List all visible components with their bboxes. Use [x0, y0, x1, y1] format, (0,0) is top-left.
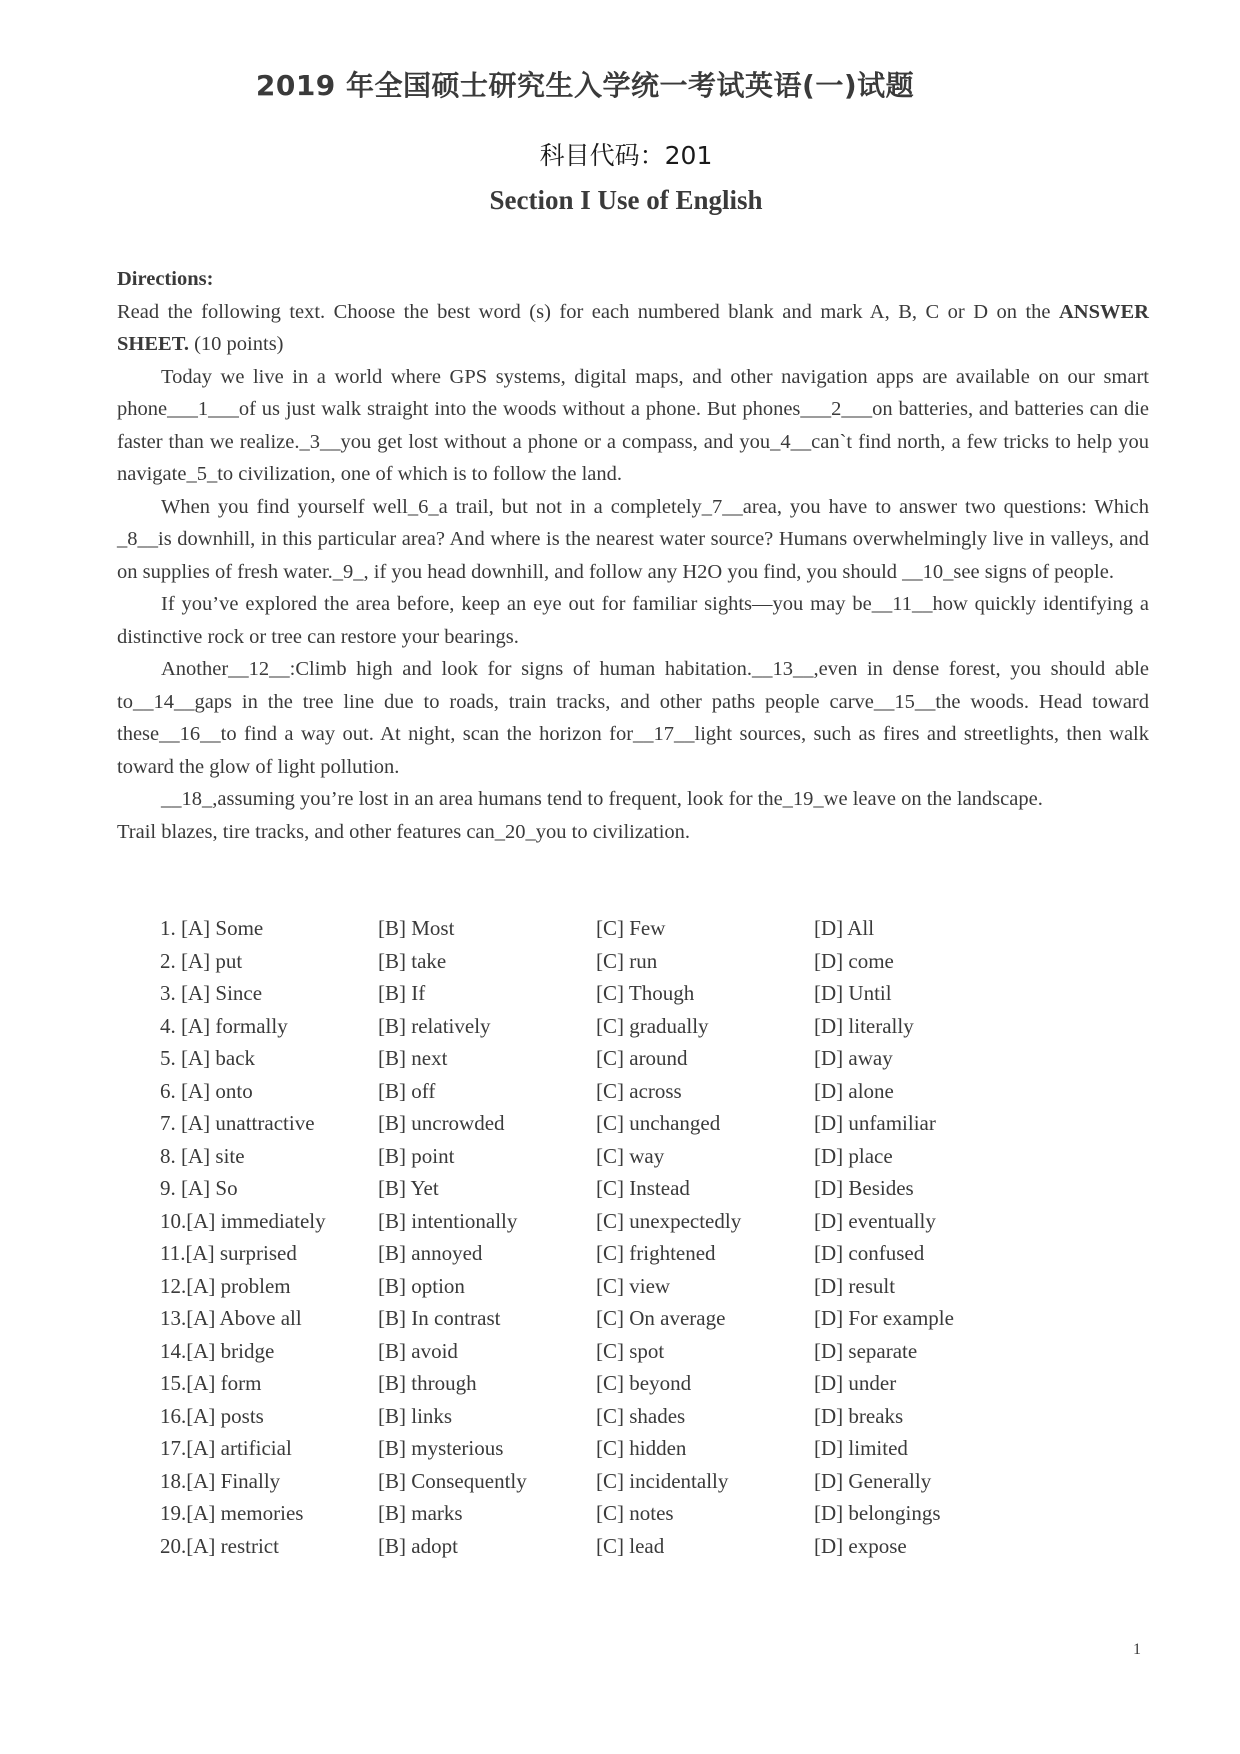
choice-option-a: 14.[A] bridge	[160, 1338, 275, 1363]
choice-option-d: [D] away	[814, 1046, 893, 1070]
choice-option-a: 1. [A] Some	[160, 916, 264, 940]
choice-option-b: [B] through	[378, 1371, 477, 1395]
choice-option-c: [C] hidden	[596, 1436, 687, 1460]
choice-option-c: [C] incidentally	[596, 1468, 729, 1493]
choice-row	[160, 1140, 1060, 1173]
choice-option-b: [B] take	[378, 948, 447, 973]
choice-option-b: [B] option	[378, 1273, 465, 1298]
passage-paragraph-5: __18_,assuming you’re lost in an area humans tend to frequent, look for the_19_we leave on the landscape.	[161, 788, 1043, 810]
choice-row	[160, 1465, 1060, 1498]
choice-option-b: [B] In contrast	[378, 1306, 501, 1330]
passage-paragraph-2: When you find yourself well_6_a trail, but not in a completely_7__area, you have to answer two questions: Which _8__is downhill, in this particular area? And where is the nearest water source? Humans overwhelmingly live in valleys, and on supplies of fresh water._9_, if you head downhill, and follow any H2O you find, you should __10_see signs of people.	[117, 495, 1149, 583]
choice-option-c: [C] beyond	[596, 1371, 692, 1395]
choice-row	[160, 1042, 1060, 1075]
choice-option-d: [D] alone	[814, 1078, 894, 1103]
choice-row	[160, 1270, 1060, 1303]
directions-heading: Directions:	[117, 268, 214, 290]
choice-option-c: [C] across	[596, 1078, 682, 1103]
subject-code: 科目代码：201	[539, 141, 713, 170]
choice-option-d: [D] breaks	[814, 1403, 904, 1428]
choice-option-a: 17.[A] artificial	[160, 1436, 292, 1460]
choice-row	[160, 1530, 1060, 1563]
choice-option-c: [C] frightened	[596, 1241, 716, 1265]
choice-option-d: [D] confused	[814, 1241, 925, 1265]
choice-option-b: [B] next	[378, 1046, 448, 1070]
choice-option-b: [B] relatively	[378, 1013, 491, 1038]
choice-option-b: [B] adopt	[378, 1533, 458, 1558]
choice-option-d: [D] eventually	[814, 1208, 936, 1233]
choice-option-b: [B] annoyed	[378, 1241, 483, 1265]
choice-option-b: [B] intentionally	[378, 1208, 518, 1233]
choice-row	[160, 1107, 1060, 1140]
directions-text	[117, 296, 1149, 361]
choice-row	[160, 1010, 1060, 1043]
choice-row	[160, 1075, 1060, 1108]
choice-option-a: 9. [A] So	[160, 1176, 238, 1200]
choice-option-d: [D] All	[814, 916, 875, 940]
choice-option-d: [D] belongings	[814, 1501, 941, 1525]
choice-row	[160, 1497, 1060, 1530]
choice-option-a: 19.[A] memories	[160, 1501, 304, 1525]
choice-row	[160, 1400, 1060, 1433]
choice-option-b: [B] mysterious	[378, 1436, 504, 1460]
choice-row	[160, 945, 1060, 978]
choice-option-b: [B] links	[378, 1403, 453, 1428]
choice-option-a: 11.[A] surprised	[160, 1241, 297, 1265]
choice-row	[160, 912, 1060, 945]
choice-row	[160, 1432, 1060, 1465]
choice-row	[160, 1302, 1060, 1335]
choice-option-d: [D] expose	[814, 1533, 907, 1558]
answer-choices	[160, 912, 1060, 1562]
choice-option-b: [B] avoid	[378, 1338, 458, 1363]
choice-option-a: 7. [A] unattractive	[160, 1111, 315, 1135]
choice-option-d: [D] result	[814, 1273, 896, 1298]
choice-option-b: [B] If	[378, 981, 426, 1005]
choice-option-b: [B] Consequently	[378, 1468, 527, 1493]
choice-option-c: [C] shades	[596, 1403, 686, 1428]
choice-option-a: 4. [A] formally	[160, 1013, 288, 1038]
choice-option-c: [C] spot	[596, 1338, 665, 1363]
choice-option-c: [C] notes	[596, 1501, 674, 1525]
section-title: Section I Use of English	[489, 185, 763, 215]
page-number: 1	[1133, 1641, 1141, 1658]
choice-option-d: [D] place	[814, 1143, 893, 1168]
choice-option-c: [C] Few	[596, 916, 666, 940]
choice-option-c: [C] around	[596, 1046, 688, 1070]
choice-option-a: 13.[A] Above all	[160, 1306, 302, 1330]
choice-option-d: [D] under	[814, 1371, 897, 1395]
choice-option-c: [C] Though	[596, 981, 695, 1005]
choice-row	[160, 1335, 1060, 1368]
choice-option-a: 8. [A] site	[160, 1143, 245, 1168]
passage-paragraph-1: Today we live in a world where GPS systems, digital maps, and other navigation apps are available on our smart phone___1___of us just walk straight into the woods without a phone. But phones___2___on batteries, and batteries can die faster than we realize._3__you get lost without a phone or a compass, and you_4__can`t find north, a few tricks to help you navigate_5_to civilization, one of which is to follow the land.	[117, 365, 1149, 485]
choice-option-b: [B] marks	[378, 1501, 463, 1525]
choice-option-d: [D] separate	[814, 1338, 918, 1363]
directions-text-after: (10 points)	[188, 333, 284, 355]
choice-option-c: [C] gradually	[596, 1013, 709, 1038]
choice-option-c: [C] way	[596, 1143, 665, 1168]
choice-option-a: 12.[A] problem	[160, 1273, 291, 1298]
passage-paragraph-3: If you’ve explored the area before, keep an eye out for familiar sights—you may be__11__how quickly identifying a distinctive rock or tree can restore your bearings.	[117, 593, 1149, 648]
choice-option-a: 20.[A] restrict	[160, 1533, 279, 1558]
choice-option-a: 18.[A] Finally	[160, 1468, 281, 1493]
choice-row	[160, 1172, 1060, 1205]
choice-option-c: [C] run	[596, 948, 658, 973]
choice-option-a: 3. [A] Since	[160, 981, 263, 1005]
choice-option-b: [B] off	[378, 1078, 436, 1103]
choice-option-d: [D] For example	[814, 1306, 954, 1330]
answer-sheet-label: ANSWER SHEET.	[117, 300, 1149, 355]
choice-option-c: [C] lead	[596, 1533, 665, 1558]
passage-paragraph-6: Trail blazes, tire tracks, and other features can_20_you to civilization.	[117, 820, 691, 843]
directions-text-before: Read the following text. Choose the best word (s) for each numbered blank and mark A, B, C or D on the	[117, 300, 1059, 323]
choice-option-d: [D] Besides	[814, 1176, 914, 1200]
choice-option-a: 5. [A] back	[160, 1046, 256, 1070]
exam-title: 2019 年全国硕士研究生入学统一考试英语(一)试题	[255, 69, 915, 102]
choice-option-d: [D] Until	[814, 981, 892, 1005]
choice-row	[160, 1205, 1060, 1238]
choice-option-d: [D] come	[814, 948, 894, 973]
choice-option-a: 10.[A] immediately	[160, 1208, 326, 1233]
choice-option-a: 2. [A] put	[160, 948, 243, 973]
choice-option-c: [C] On average	[596, 1306, 726, 1330]
choice-option-c: [C] view	[596, 1273, 671, 1298]
choice-option-d: [D] literally	[814, 1013, 914, 1038]
choice-row	[160, 1237, 1060, 1270]
exam-body	[117, 263, 1149, 848]
choice-option-a: 6. [A] onto	[160, 1078, 253, 1103]
choice-option-d: [D] limited	[814, 1436, 908, 1460]
choice-option-c: [C] unexpectedly	[596, 1208, 742, 1233]
choice-option-b: [B] point	[378, 1143, 455, 1168]
choice-option-b: [B] Most	[378, 916, 455, 940]
choice-option-c: [C] unchanged	[596, 1111, 721, 1135]
choice-option-a: 15.[A] form	[160, 1371, 262, 1395]
choice-row	[160, 977, 1060, 1010]
choice-option-c: [C] Instead	[596, 1176, 690, 1200]
choice-option-b: [B] uncrowded	[378, 1111, 505, 1135]
choice-option-d: [D] Generally	[814, 1468, 932, 1493]
choice-row	[160, 1367, 1060, 1400]
choice-option-b: [B] Yet	[378, 1176, 439, 1200]
passage-paragraph-4: Another__12__:Climb high and look for signs of human habitation.__13__,even in dense forest, you should able to__14__gaps in the tree line due to roads, train tracks, and other paths people carve__15__the woods. Head toward these__16__to find a way out. At night, scan the horizon for__17__light sources, such as fires and streetlights, then walk toward the glow of light pollution.	[117, 658, 1149, 778]
choice-option-d: [D] unfamiliar	[814, 1111, 936, 1135]
choice-option-a: 16.[A] posts	[160, 1403, 264, 1428]
